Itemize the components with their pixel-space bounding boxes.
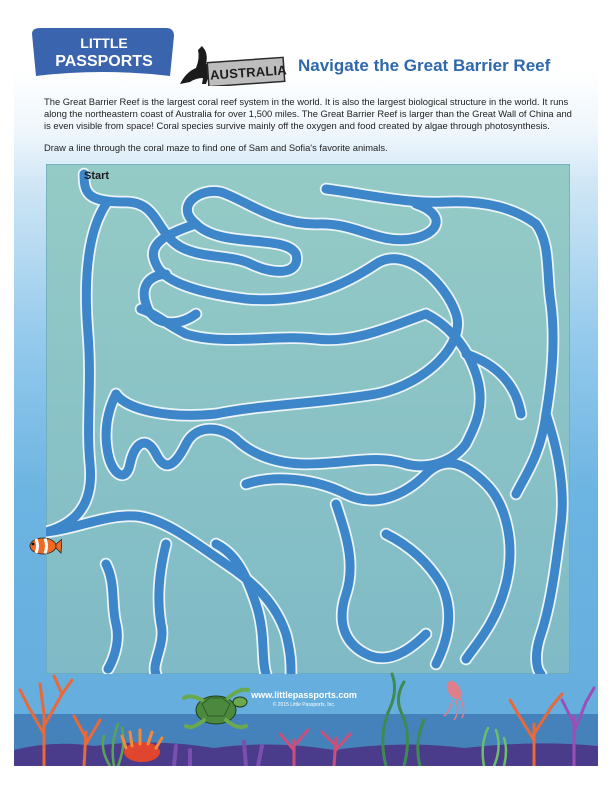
copyright-text: © 2015 Little Passports, Inc. (272, 702, 336, 708)
little-passports-logo (32, 28, 174, 78)
page-title: Navigate the Great Barrier Reef (298, 56, 551, 75)
worksheet-page (14, 14, 598, 766)
instruction-text: Draw a line through the coral maze to find one of Sam and Sofia's favorite animals. (44, 142, 388, 153)
maze-start-label: Start (84, 170, 110, 182)
logo-line2: PASSPORTS (55, 53, 153, 70)
logo-line1: LITTLE (80, 35, 128, 51)
clownfish-icon (28, 536, 62, 556)
squid-icon (444, 678, 464, 720)
coral-reef-illustration (14, 654, 598, 766)
intro-paragraph: The Great Barrier Reef is the largest coral reef system in the world. It is also the largest biological structure in the world. It runs along the northeastern coast of Australia for over 1,500 miles. The Great Barrier Reef is larger than the Great Wall of China and is even visible from space! Coral species survive mainly off the oxygen and food created by algae through photosynthesis. (44, 96, 572, 131)
badge-country: AUSTRALIA (209, 62, 288, 83)
coral-maze[interactable] (46, 164, 570, 674)
website-url[interactable]: www.littlepassports.com (251, 690, 357, 700)
maze-panel (46, 164, 570, 674)
